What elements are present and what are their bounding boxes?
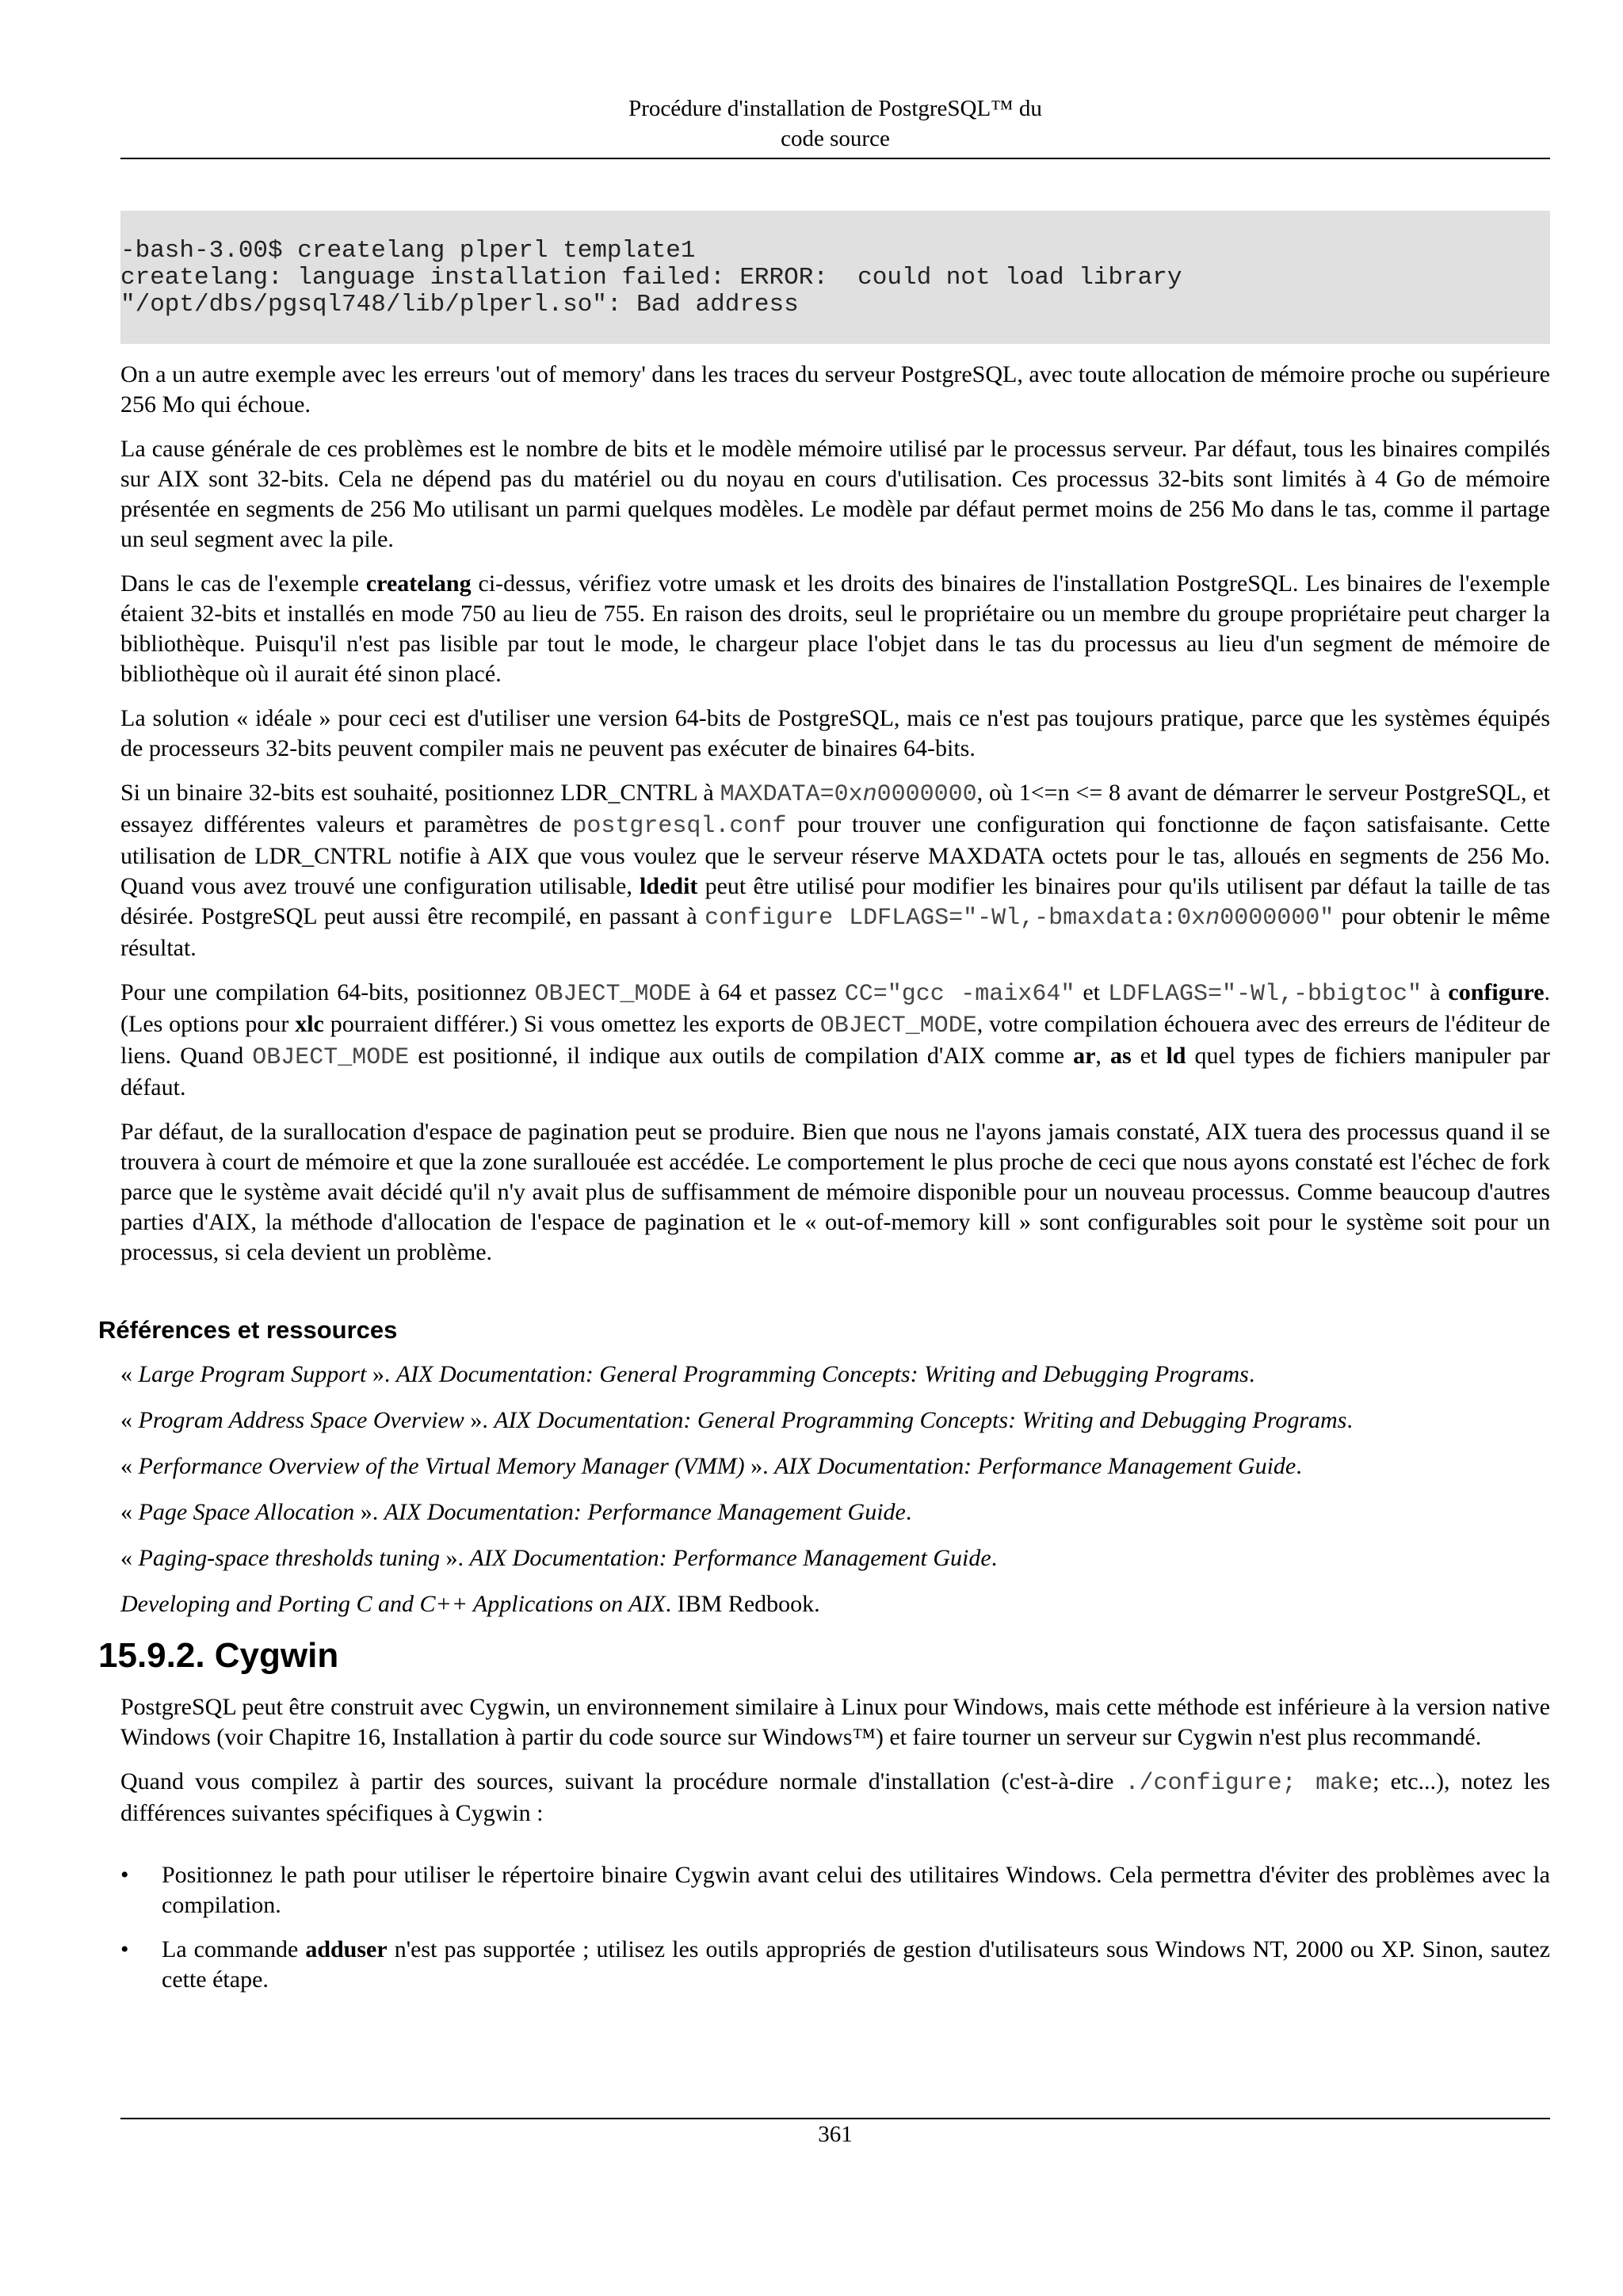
- text-run: peut être utilisé pour modifier les binaires pour qu'ils utilisent par défaut la taille de tas désirée. PostgreSQL peut aussi être recompilé, en passant à: [120, 873, 1551, 929]
- text-run: , votre compilation échouera avec des erreurs de l'éditeur de liens. Quand: [120, 1011, 1551, 1069]
- text-run: Quand vous compilez à partir des sources, suivant la procédure normale d'installation (c'est-à-dire: [120, 1768, 1125, 1794]
- reference-end: .: [905, 1499, 912, 1525]
- code-configure-make: ./configure; make: [1125, 1770, 1373, 1797]
- reference-item: [120, 1543, 1550, 1573]
- reference-close-quote: ».: [464, 1407, 495, 1433]
- references-heading: Références et ressources: [98, 1316, 398, 1344]
- text-run: ci-dessus, vérifiez votre umask et les droits des binaires de l'installation PostgreSQL. Les binaires de l'exemple étaient 32-bits et installés en mode 750 au lieu de 755. En raison des droits, seul le propriétaire ou un membre du groupe propriétaire peut charger la bibliothèque. Puisqu'il n'est pas lisible par tout le mode, le chargeur place l'objet dans le tas du processus au lieu d'un segment de mémoire de bibliothèque où il aurait été sinon placé.: [120, 570, 1550, 687]
- reference-close-quote: ».: [744, 1453, 775, 1479]
- text-run: pour trouver une configuration qui fonctionne de façon satisfaisante. Cette utilisation de LDR_CNTRL notifie à AIX que vous voulez que le serveur réserve MAXDATA octets pour le tas, alloués en segments de 256 Mo. Quand vous avez trouvé une configuration utilisable,: [120, 811, 1551, 899]
- reference-close-quote: ».: [440, 1545, 470, 1571]
- reference-title: Performance Overview of the Virtual Memory Manager (VMM): [138, 1453, 745, 1479]
- list-item-text: n'est pas supportée ; utilisez les outils appropriés de gestion d'utilisateurs sous Windows NT, 2000 ou XP. Sinon, sautez cette étape.: [162, 1936, 1550, 1993]
- reference-open-quote: «: [120, 1453, 139, 1479]
- text-run: et: [1075, 979, 1108, 1005]
- reference-title: Large Program Support: [138, 1361, 367, 1387]
- section-heading-cygwin: 15.9.2. Cygwin: [98, 1636, 339, 1675]
- reference-open-quote: «: [120, 1545, 139, 1571]
- code-variable: n: [1205, 905, 1220, 932]
- command-ldedit: ldedit: [640, 873, 698, 899]
- paragraph-cause: La cause générale de ces problèmes est le nombre de bits et le modèle mémoire utilisé par le processus serveur. Par défaut, tous les binaires compilés sur AIX sont 32-bits. Cela ne dépend pas du matériel ou du noyau en cours d'utilisation. Ces processus 32-bits sont limités à 4 Go de mémoire présentée en segments de 256 Mo utilisant un parmi quelques modèles. Le modèle par défaut permet moins de 256 Mo dans le tas, comme il partage un seul segment avec la pile.: [120, 436, 1550, 552]
- code-line-2: createlang: language installation failed: ERROR: could not load library: [120, 264, 1182, 292]
- references-list: [120, 1360, 1550, 1573]
- text-run: ,: [1095, 1043, 1110, 1069]
- reference-title: Program Address Space Overview: [138, 1407, 464, 1433]
- reference-end: .: [1248, 1361, 1255, 1387]
- reference-close-quote: ».: [354, 1499, 384, 1525]
- command-createlang: createlang: [365, 570, 472, 597]
- reference-item: [120, 1451, 1550, 1482]
- reference-open-quote: «: [120, 1499, 139, 1525]
- code-ldflags: LDFLAGS="-Wl,-bbigtoc": [1108, 981, 1423, 1008]
- code-variable: n: [862, 781, 877, 808]
- reference-item: [120, 1589, 1550, 1619]
- text-run: Pour une compilation 64-bits, positionnez: [120, 979, 535, 1005]
- command-ld: ld: [1166, 1043, 1186, 1069]
- paragraph-cygwin-compile: [120, 1767, 1550, 1829]
- code-line-1: -bash-3.00$ createlang plperl template1: [120, 237, 696, 265]
- text-run: . (Les options pour: [120, 979, 1551, 1037]
- reference-item: [120, 1497, 1550, 1527]
- reference-source: AIX Documentation: General Programming Concepts: Writing and Debugging Programs: [395, 1361, 1249, 1387]
- reference-title: Page Space Allocation: [138, 1499, 355, 1525]
- text-run: Si un binaire 32-bits est souhaité, positionnez LDR_CNTRL à: [120, 780, 720, 806]
- reference-rest: . IBM Redbook.: [665, 1591, 820, 1617]
- code-run: 0000000": [1220, 905, 1335, 932]
- reference-source: AIX Documentation: Performance Management Guide: [774, 1453, 1296, 1479]
- text-run: , où 1<=n <= 8 avant de démarrer le serveur PostgreSQL, et essayez différentes valeurs et paramètres de: [120, 780, 1550, 837]
- reference-source: AIX Documentation: Performance Management Guide: [469, 1545, 991, 1571]
- reference-title: Developing and Porting C and C++ Applications on AIX: [120, 1591, 666, 1617]
- command-adduser: adduser: [305, 1936, 388, 1962]
- cygwin-differences-list: [120, 1860, 1550, 1995]
- code-block: [120, 211, 1550, 344]
- reference-close-quote: ».: [366, 1361, 396, 1387]
- code-configure-ldflags: [705, 905, 1334, 932]
- text-run: quel types de fichiers manipuler par défaut.: [120, 1043, 1551, 1100]
- text-run: ; etc...), notez les différences suivantes spécifiques à Cygwin :: [120, 1768, 1550, 1826]
- text-run: Dans le cas de l'exemple: [120, 570, 366, 597]
- paragraph-ldr-cntrl: [120, 778, 1550, 963]
- paragraph-64bit-compile: [120, 978, 1550, 1103]
- text-run: est positionné, il indique aux outils de compilation d'AIX comme: [409, 1043, 1074, 1069]
- code-postgresql-conf: postgresql.conf: [572, 813, 787, 840]
- reference-source: AIX Documentation: Performance Management Guide: [384, 1499, 906, 1525]
- code-run: MAXDATA=0x: [720, 781, 863, 808]
- main-content: [98, 211, 1551, 2009]
- footer-rule: [120, 2118, 1550, 2119]
- header-line-1: Procédure d'installation de PostgreSQL™ du: [628, 96, 1042, 121]
- text-run: à 64 et passez: [691, 979, 845, 1005]
- text-run: et: [1131, 1043, 1167, 1069]
- code-cc: CC="gcc -maix64": [844, 981, 1075, 1008]
- command-xlc: xlc: [295, 1011, 324, 1037]
- paragraph-paging-space: Par défaut, de la surallocation d'espace de pagination peut se produire. Bien que nous ne l'ayons jamais constaté, AIX tuera des processus quand il se trouvera à court de mémoire et que la zone surallouée est accédée. Le comportement le plus proche de ceci que nous ayons constaté est l'échec de fork parce que le système avait décidé qu'il n'y avait plus de suffisamment de mémoire disponible pour un nouveau processus. Comme beaucoup d'autres parties d'AIX, la méthode d'allocation de l'espace de pagination et le « out-of-memory kill » sont configurables soit pour le système soit pour un processus, si cela devient un problème.: [120, 1119, 1550, 1265]
- code-line-3: "/opt/dbs/pgsql748/lib/plperl.so": Bad address: [120, 291, 799, 318]
- reference-end: .: [1346, 1407, 1353, 1433]
- bullet-icon: •: [120, 1936, 129, 1962]
- text-run: pourraient différer.) Si vous omettez les exports de: [323, 1011, 820, 1037]
- reference-item: [120, 1405, 1550, 1436]
- list-item-text: Positionnez le path pour utiliser le répertoire binaire Cygwin avant celui des utilitaires Windows. Cela permettra d'éviter des problèmes avec la compilation.: [162, 1862, 1550, 1918]
- list-item: [120, 1935, 1550, 1995]
- code-object-mode: OBJECT_MODE: [534, 981, 692, 1008]
- list-item-text: La commande: [162, 1936, 306, 1962]
- page-number: 361: [818, 2122, 853, 2147]
- reference-item: [120, 1360, 1550, 1390]
- running-header: [120, 93, 1550, 154]
- paragraph-cygwin-intro: PostgreSQL peut être construit avec Cygwin, un environnement similaire à Linux pour Windows, mais cette méthode est inférieure à la version native Windows (voir Chapitre 16, Installation à partir du code source sur Windows™) et faire tourner un serveur sur Cygwin n'est plus recommandé.: [120, 1694, 1550, 1750]
- paragraph-createlang-example: [120, 569, 1550, 689]
- code-object-mode: OBJECT_MODE: [819, 1013, 977, 1039]
- header-rule: [120, 158, 1550, 159]
- text-run: pour obtenir le même résultat.: [120, 903, 1550, 961]
- reference-title: Paging-space thresholds tuning: [138, 1545, 441, 1571]
- code-run: 0000000: [876, 781, 977, 808]
- command-ar: ar: [1073, 1043, 1096, 1069]
- reference-open-quote: «: [120, 1361, 139, 1387]
- command-configure: configure: [1448, 979, 1545, 1005]
- bullet-icon: •: [120, 1862, 129, 1888]
- paragraph-out-of-memory: On a un autre exemple avec les erreurs 'out of memory' dans les traces du serveur PostgreSQL, avec toute allocation de mémoire proche ou supérieure 256 Mo qui échoue.: [120, 361, 1550, 418]
- paragraph-ideal-solution: La solution « idéale » pour ceci est d'utiliser une version 64-bits de PostgreSQL, mais ce n'est pas toujours pratique, parce que les systèmes équipés de processeurs 32-bits peuvent compiler mais ne peuvent pas exécuter de binaires 64-bits.: [120, 705, 1550, 761]
- header-line-2: code source: [781, 126, 890, 151]
- command-as: as: [1109, 1043, 1132, 1069]
- reference-source: AIX Documentation: General Programming Concepts: Writing and Debugging Programs: [494, 1407, 1347, 1433]
- reference-open-quote: «: [120, 1407, 139, 1433]
- code-run: configure LDFLAGS="-Wl,-bmaxdata:0x: [705, 905, 1206, 932]
- reference-end: .: [1296, 1453, 1302, 1479]
- code-maxdata: [720, 781, 977, 808]
- text-run: à: [1422, 979, 1449, 1005]
- list-item: [120, 1860, 1550, 1920]
- reference-end: .: [991, 1545, 998, 1571]
- code-object-mode: OBJECT_MODE: [252, 1044, 410, 1071]
